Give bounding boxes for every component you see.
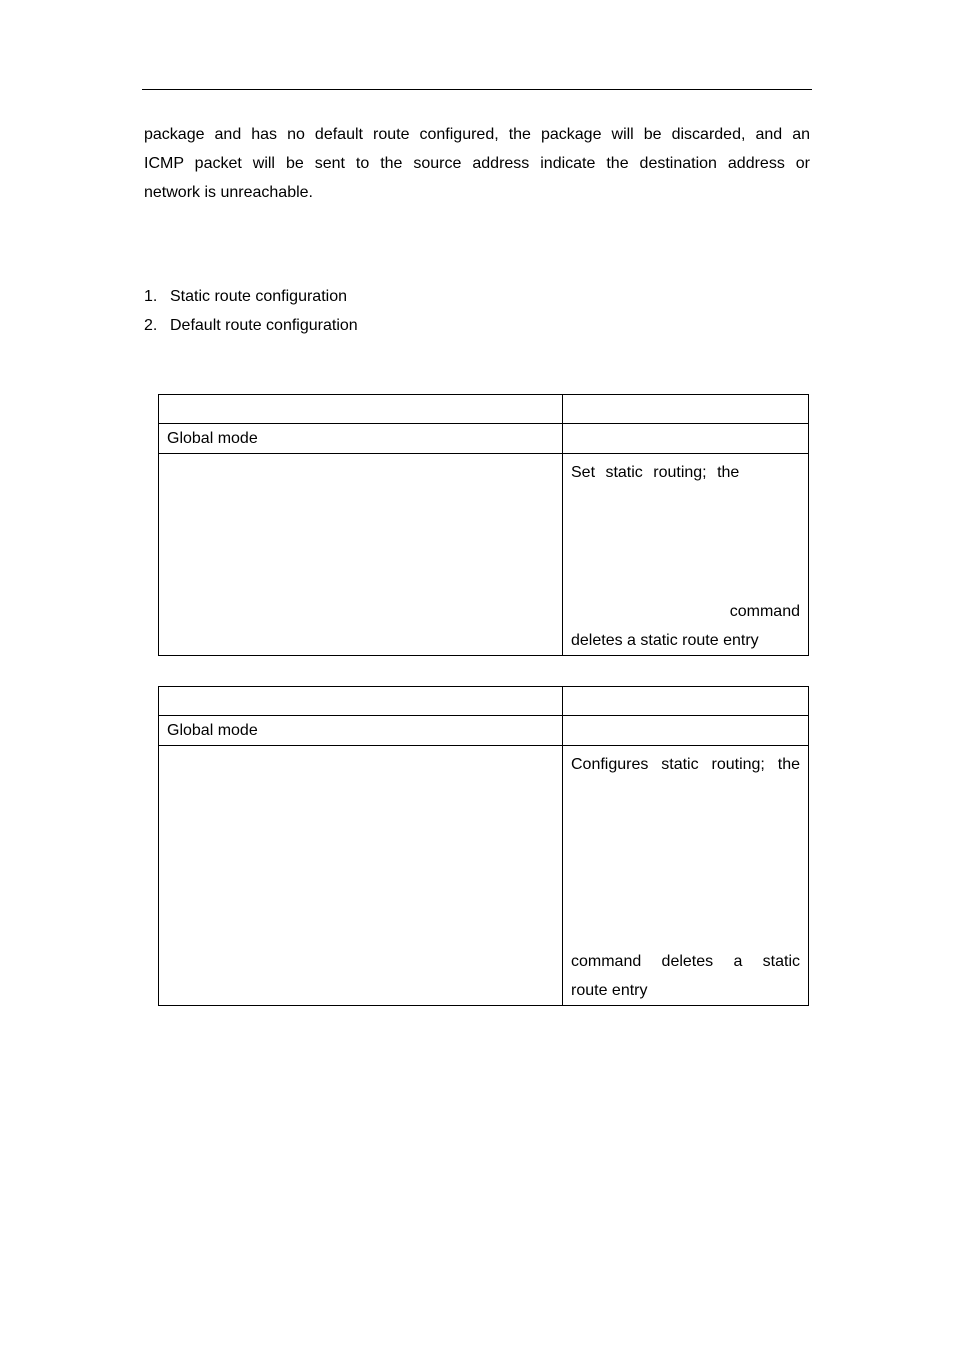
explanation-text: deletes a static route entry bbox=[571, 632, 759, 649]
mode-cell: Global mode bbox=[159, 424, 563, 454]
table-header-row bbox=[159, 687, 809, 716]
header-explanation-cell bbox=[563, 395, 809, 424]
mode-explanation-cell bbox=[563, 716, 809, 746]
header-explanation-cell bbox=[563, 687, 809, 716]
list-item-number: 1. bbox=[144, 288, 158, 305]
header-rule bbox=[142, 89, 812, 90]
mode-explanation-cell bbox=[563, 424, 809, 454]
command-cell bbox=[159, 746, 563, 1006]
table-row bbox=[159, 716, 809, 746]
explanation-text: command deletes a static bbox=[571, 953, 800, 970]
intro-line: package and has no default route configured, the package will be discarded, and an bbox=[144, 126, 810, 143]
list-item-label: Static route configuration bbox=[170, 288, 347, 305]
explanation-text: Set static routing; the bbox=[571, 464, 740, 481]
table-row bbox=[159, 746, 809, 1006]
explanation-text: route entry bbox=[571, 982, 648, 999]
header-command-cell bbox=[159, 687, 563, 716]
config-task-list bbox=[144, 282, 358, 340]
mode-cell: Global mode bbox=[159, 716, 563, 746]
explanation-cell bbox=[563, 746, 809, 1006]
intro-paragraph bbox=[144, 120, 810, 207]
table-row bbox=[159, 424, 809, 454]
default-route-table bbox=[158, 686, 809, 1006]
header-command-cell bbox=[159, 395, 563, 424]
explanation-text: Configures static routing; the bbox=[571, 756, 800, 773]
static-route-table bbox=[158, 394, 809, 656]
intro-line: network is unreachable. bbox=[144, 184, 313, 201]
explanation-tail bbox=[571, 947, 800, 1005]
intro-line: ICMP packet will be sent to the source address indicate the destination address or bbox=[144, 155, 810, 172]
list-item bbox=[144, 282, 358, 311]
explanation-text: command bbox=[729, 603, 800, 620]
list-item-number: 2. bbox=[144, 317, 158, 334]
table-header-row bbox=[159, 395, 809, 424]
explanation-cell bbox=[563, 454, 809, 656]
list-item-label: Default route configuration bbox=[170, 317, 358, 334]
command-cell bbox=[159, 454, 563, 656]
explanation-tail bbox=[571, 597, 800, 655]
list-item bbox=[144, 311, 358, 340]
table-row bbox=[159, 454, 809, 656]
